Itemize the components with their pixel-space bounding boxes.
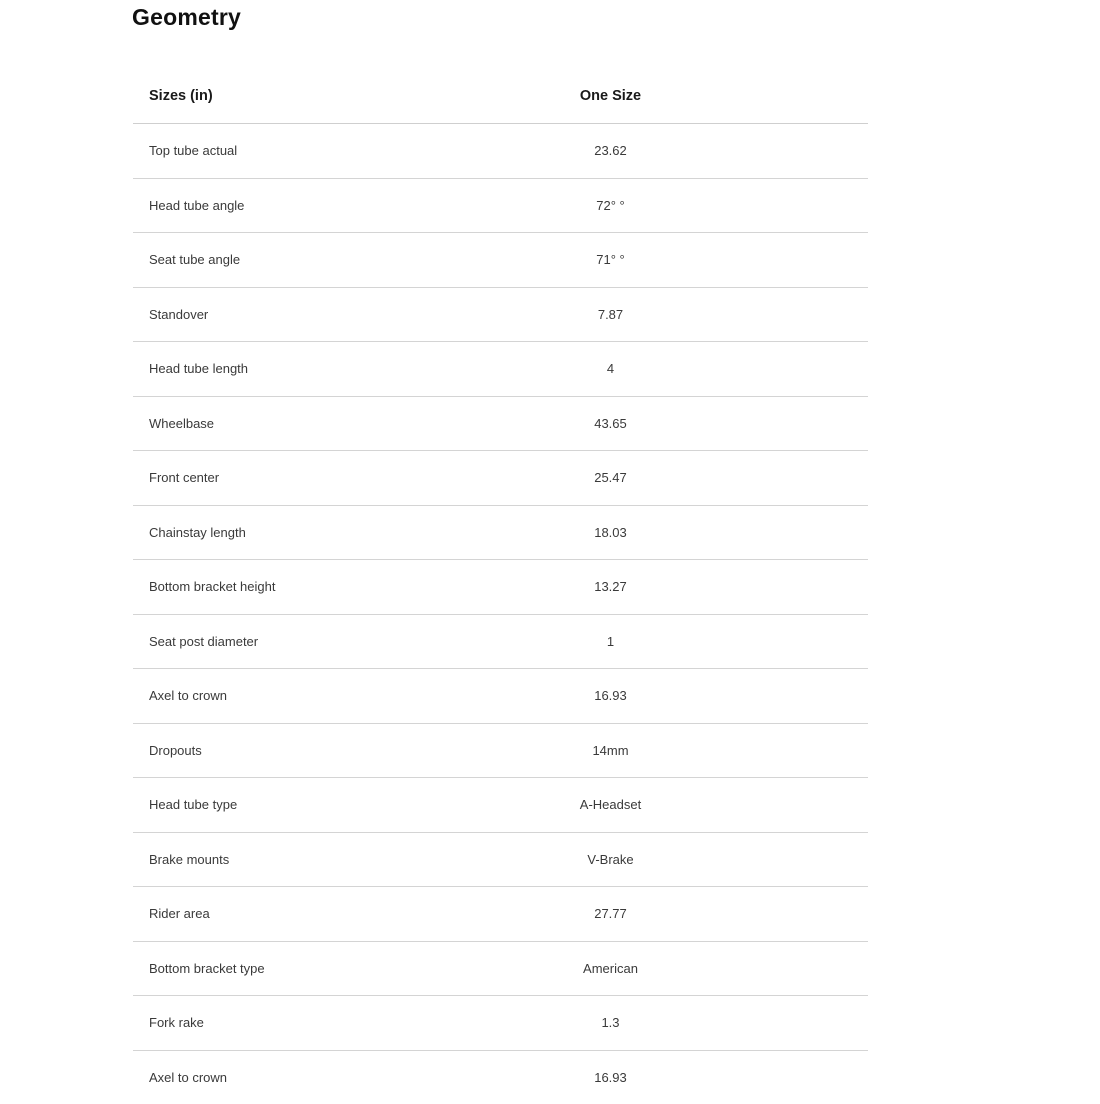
table-row bbox=[133, 342, 868, 397]
table-row bbox=[133, 778, 868, 833]
table-row bbox=[133, 560, 868, 615]
row-value: 43.65 bbox=[553, 416, 668, 431]
row-value: 1.3 bbox=[553, 1015, 668, 1030]
row-value: American bbox=[553, 961, 668, 976]
row-label: Head tube angle bbox=[133, 198, 553, 213]
row-label: Bottom bracket type bbox=[133, 961, 553, 976]
table-row bbox=[133, 887, 868, 942]
row-value: 25.47 bbox=[553, 470, 668, 485]
row-label: Bottom bracket height bbox=[133, 579, 553, 594]
table-header bbox=[133, 69, 868, 124]
row-value: V-Brake bbox=[553, 852, 668, 867]
row-label: Standover bbox=[133, 307, 553, 322]
row-label: Seat tube angle bbox=[133, 252, 553, 267]
row-label: Head tube type bbox=[133, 797, 553, 812]
header-sizes-label: Sizes (in) bbox=[133, 88, 553, 104]
row-label: Axel to crown bbox=[133, 1070, 553, 1085]
row-value: 1 bbox=[553, 634, 668, 649]
table-row bbox=[133, 724, 868, 779]
row-value: 72° ° bbox=[553, 198, 668, 213]
table-body bbox=[133, 124, 868, 1104]
page-title: Geometry bbox=[132, 4, 241, 31]
row-value: 4 bbox=[553, 361, 668, 376]
header-one-size: One Size bbox=[553, 88, 668, 104]
table-row bbox=[133, 942, 868, 997]
table-row bbox=[133, 451, 868, 506]
table-row bbox=[133, 288, 868, 343]
table-row bbox=[133, 506, 868, 561]
table-row bbox=[133, 233, 868, 288]
row-label: Axel to crown bbox=[133, 688, 553, 703]
table-row bbox=[133, 996, 868, 1051]
row-label: Chainstay length bbox=[133, 525, 553, 540]
table-row bbox=[133, 179, 868, 234]
row-label: Wheelbase bbox=[133, 416, 553, 431]
table-row bbox=[133, 1051, 868, 1104]
row-value: 71° ° bbox=[553, 252, 668, 267]
row-value: 16.93 bbox=[553, 688, 668, 703]
table-row bbox=[133, 397, 868, 452]
row-value: A-Headset bbox=[553, 797, 668, 812]
table-row bbox=[133, 615, 868, 670]
geometry-table bbox=[133, 69, 868, 1104]
row-label: Top tube actual bbox=[133, 143, 553, 158]
table-row bbox=[133, 669, 868, 724]
table-row bbox=[133, 833, 868, 888]
row-label: Brake mounts bbox=[133, 852, 553, 867]
row-label: Front center bbox=[133, 470, 553, 485]
row-value: 27.77 bbox=[553, 906, 668, 921]
row-label: Head tube length bbox=[133, 361, 553, 376]
row-label: Seat post diameter bbox=[133, 634, 553, 649]
row-label: Rider area bbox=[133, 906, 553, 921]
row-value: 13.27 bbox=[553, 579, 668, 594]
row-label: Fork rake bbox=[133, 1015, 553, 1030]
table-row bbox=[133, 124, 868, 179]
row-value: 14mm bbox=[553, 743, 668, 758]
row-value: 18.03 bbox=[553, 525, 668, 540]
row-value: 23.62 bbox=[553, 143, 668, 158]
row-value: 16.93 bbox=[553, 1070, 668, 1085]
row-value: 7.87 bbox=[553, 307, 668, 322]
row-label: Dropouts bbox=[133, 743, 553, 758]
